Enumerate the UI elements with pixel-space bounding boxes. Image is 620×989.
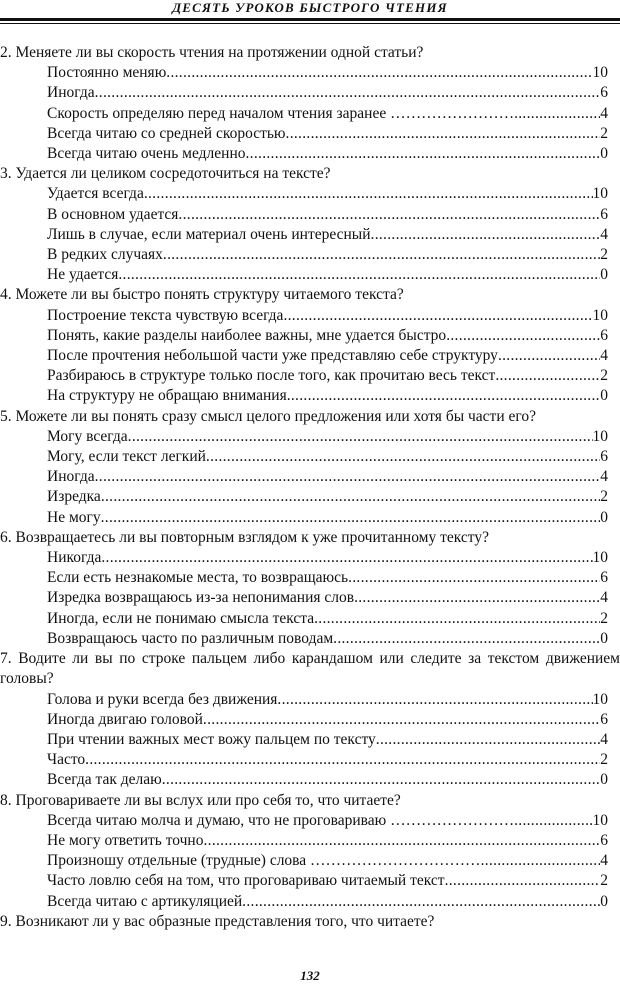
answer-text: Часто ловлю себя на том, что проговариваю читаемый текст bbox=[47, 872, 445, 890]
answer-option bbox=[47, 326, 620, 346]
answer-text: Разбираюсь в структуре только после того, как прочитаю весь текст bbox=[47, 367, 496, 385]
answer-points: 10 bbox=[592, 549, 608, 567]
answer-points: 6 bbox=[600, 205, 608, 223]
answer-text: Не удается bbox=[47, 266, 119, 284]
dot-leader bbox=[371, 225, 601, 245]
answer-option bbox=[47, 205, 620, 225]
answer-text: Лишь в случае, если материал очень интересный bbox=[47, 225, 371, 243]
answer-text: При чтении важных мест вожу пальцем по тексту bbox=[47, 730, 376, 748]
answer-option bbox=[47, 63, 620, 83]
answer-text: В основном удается bbox=[47, 205, 179, 223]
dot-leader bbox=[95, 467, 601, 487]
dot-leader bbox=[283, 306, 592, 326]
dot-leader bbox=[286, 124, 601, 144]
answer-text: Всегда читаю со средней скоростью bbox=[47, 124, 286, 142]
dot-leader bbox=[277, 690, 592, 710]
questionnaire bbox=[0, 43, 620, 932]
dot-leader bbox=[287, 386, 601, 406]
answer-text: Понять, какие разделы наиболее важны, мне удается быстро bbox=[47, 326, 447, 344]
dot-leader bbox=[333, 629, 600, 649]
answer-option bbox=[47, 851, 620, 871]
dot-leader bbox=[514, 811, 592, 831]
question-text: 8. Проговариваете ли вы вслух или про себя то, что читаете? bbox=[0, 791, 401, 809]
answer-points: 0 bbox=[600, 508, 608, 526]
dot-leader bbox=[144, 184, 593, 204]
answer-option bbox=[47, 346, 620, 366]
dot-leader bbox=[178, 205, 600, 225]
answer-option bbox=[47, 306, 620, 326]
dot-leader bbox=[242, 892, 600, 912]
answer-text: Часто bbox=[47, 751, 86, 769]
answer-text: После прочтения небольшой части уже представляю себе структуру bbox=[47, 347, 498, 365]
answer-points: 0 bbox=[600, 145, 608, 163]
dot-leader bbox=[95, 83, 601, 103]
answer-points: 2 bbox=[600, 124, 608, 142]
dot-leader bbox=[314, 609, 600, 629]
question-text: 2. Меняете ли вы скорость чтения на протяжении одной статьи? bbox=[0, 44, 424, 61]
answer-points: 4 bbox=[600, 589, 608, 607]
answer-option bbox=[47, 366, 620, 386]
dot-leader bbox=[203, 831, 600, 851]
answer-option bbox=[47, 487, 620, 507]
answer-text: Всегда так делаю bbox=[47, 771, 162, 789]
answer-points: 10 bbox=[592, 427, 608, 445]
running-title: ДЕСЯТЬ УРОКОВ БЫСТРОГО ЧТЕНИЯ bbox=[172, 0, 448, 15]
answer-points: 6 bbox=[600, 710, 608, 728]
dot-leader bbox=[101, 487, 600, 507]
dot-leader bbox=[163, 245, 600, 265]
answer-text: Никогда bbox=[47, 549, 102, 567]
answer-option bbox=[47, 508, 620, 528]
answer-points: 4 bbox=[600, 225, 608, 243]
answer-points: 0 bbox=[600, 387, 608, 405]
answer-points: 2 bbox=[600, 751, 608, 769]
answer-option bbox=[47, 467, 620, 487]
answer-text: Иногда bbox=[47, 84, 95, 102]
dot-leader bbox=[203, 710, 600, 730]
answer-text: Могу, если текст легкий bbox=[47, 448, 206, 466]
answer-option bbox=[47, 447, 620, 467]
answer-points: 4 bbox=[600, 852, 608, 870]
answer-text: Произношу отдельные (трудные) слова …………………………… bbox=[47, 852, 481, 870]
answer-text: Если есть незнакомые места, то возвращаюсь bbox=[47, 569, 349, 587]
answer-option bbox=[47, 750, 620, 770]
answer-option bbox=[47, 548, 620, 568]
answer-option bbox=[47, 871, 620, 891]
answer-points: 10 bbox=[592, 64, 608, 82]
answer-option bbox=[47, 427, 620, 447]
question-text: 3. Удается ли целиком сосредоточиться на тексте? bbox=[0, 165, 331, 183]
answer-points: 4 bbox=[600, 730, 608, 748]
answer-option bbox=[47, 386, 620, 406]
answer-option bbox=[47, 730, 620, 750]
answer-text: Постоянно меняю bbox=[47, 64, 167, 82]
answer-text: Голова и руки всегда без движения bbox=[47, 690, 278, 708]
answer-points: 10 bbox=[592, 306, 608, 324]
answer-points: 0 bbox=[600, 771, 608, 789]
answer-text: Иногда двигаю головой bbox=[47, 710, 203, 728]
answer-points: 6 bbox=[600, 84, 608, 102]
dot-leader bbox=[101, 508, 601, 528]
answer-option bbox=[47, 245, 620, 265]
dot-leader bbox=[354, 588, 600, 608]
answer-points: 4 bbox=[600, 104, 608, 122]
answer-text: Возвращаюсь часто по различным поводам bbox=[47, 629, 334, 647]
dot-leader bbox=[495, 366, 600, 386]
answer-option bbox=[47, 568, 620, 588]
answer-option bbox=[47, 892, 620, 912]
dot-leader bbox=[498, 346, 600, 366]
answer-text: Иногда bbox=[47, 468, 95, 486]
answer-points: 10 bbox=[592, 690, 608, 708]
answer-option bbox=[47, 225, 620, 245]
answer-option bbox=[47, 811, 620, 831]
answer-text: Иногда, если не понимаю смысла текста bbox=[47, 609, 315, 627]
answer-text: Не могу ответить точно bbox=[47, 831, 204, 849]
dot-leader bbox=[446, 326, 600, 346]
answer-points: 4 bbox=[600, 468, 608, 486]
answer-points: 2 bbox=[600, 246, 608, 264]
answer-points: 6 bbox=[600, 448, 608, 466]
dot-leader bbox=[118, 265, 600, 285]
page-header bbox=[0, 0, 620, 28]
header-rule-thick bbox=[0, 18, 620, 21]
question-text: 9. Возникают ли у вас образные представления того, что читаете? bbox=[0, 912, 435, 930]
answer-points: 6 bbox=[600, 831, 608, 849]
answer-option bbox=[47, 184, 620, 204]
question-text: 6. Возвращаетесь ли вы повторным взглядом к уже прочитанному тексту? bbox=[0, 528, 489, 546]
dot-leader bbox=[85, 750, 600, 770]
answer-option bbox=[47, 831, 620, 851]
dot-leader bbox=[481, 851, 601, 871]
answer-text: Удается всегда bbox=[47, 185, 144, 203]
answer-option bbox=[47, 588, 620, 608]
answer-option bbox=[47, 629, 620, 649]
answer-option bbox=[47, 770, 620, 790]
answer-points: 2 bbox=[600, 609, 608, 627]
answer-points: 2 bbox=[600, 367, 608, 385]
answer-text: Могу всегда bbox=[47, 427, 128, 445]
answer-points: 0 bbox=[600, 629, 608, 647]
answer-points: 6 bbox=[600, 326, 608, 344]
question-text: 7. Водите ли вы по строке пальцем либо карандашом или следите за текстом движением головы? bbox=[0, 650, 620, 688]
answer-text: В редких случаях bbox=[47, 246, 163, 264]
page-number: 132 bbox=[300, 968, 320, 983]
answer-points: 0 bbox=[600, 892, 608, 910]
answer-option bbox=[47, 609, 620, 629]
answer-points: 2 bbox=[600, 488, 608, 506]
dot-leader bbox=[445, 871, 601, 891]
answer-option bbox=[47, 124, 620, 144]
answer-points: 4 bbox=[600, 347, 608, 365]
dot-leader bbox=[166, 63, 592, 83]
answer-option bbox=[47, 144, 620, 164]
dot-leader bbox=[206, 447, 600, 467]
answer-text: Изредка возвращаюсь из-за непонимания слов bbox=[47, 589, 355, 607]
header-rule-thin bbox=[0, 23, 620, 24]
answer-points: 2 bbox=[600, 872, 608, 890]
dot-leader bbox=[376, 730, 600, 750]
answer-points: 10 bbox=[592, 811, 608, 829]
answer-option bbox=[47, 104, 620, 124]
answer-text: Всегда читаю очень медленно bbox=[47, 145, 246, 163]
answer-text: Всегда читаю с артикуляцией bbox=[47, 892, 243, 910]
answer-points: 10 bbox=[592, 185, 608, 203]
answer-text: Построение текста чувствую всегда bbox=[47, 306, 284, 324]
dot-leader bbox=[246, 144, 601, 164]
answer-points: 0 bbox=[600, 266, 608, 284]
answer-text: Не могу bbox=[47, 508, 101, 526]
answer-points: 6 bbox=[600, 569, 608, 587]
answer-text: Скорость определяю перед началом чтения заранее …………………… bbox=[47, 104, 515, 122]
dot-leader bbox=[101, 548, 592, 568]
dot-leader bbox=[128, 427, 593, 447]
answer-option bbox=[47, 83, 620, 103]
answer-option bbox=[47, 690, 620, 710]
dot-leader bbox=[162, 770, 601, 790]
dot-leader bbox=[514, 104, 600, 124]
dot-leader bbox=[348, 568, 600, 588]
question-text: 4. Можете ли вы быстро понять структуру читаемого текста? bbox=[0, 286, 404, 304]
answer-text: На структуру не обращаю внимания bbox=[47, 387, 287, 405]
answer-text: Всегда читаю молча и думаю, что не проговариваю …………………… bbox=[47, 811, 515, 829]
answer-text: Изредка bbox=[47, 488, 101, 506]
question-text: 5. Можете ли вы понять сразу смысл целого предложения или хотя бы части его? bbox=[0, 407, 536, 425]
answer-option bbox=[47, 265, 620, 285]
answer-option bbox=[47, 710, 620, 730]
